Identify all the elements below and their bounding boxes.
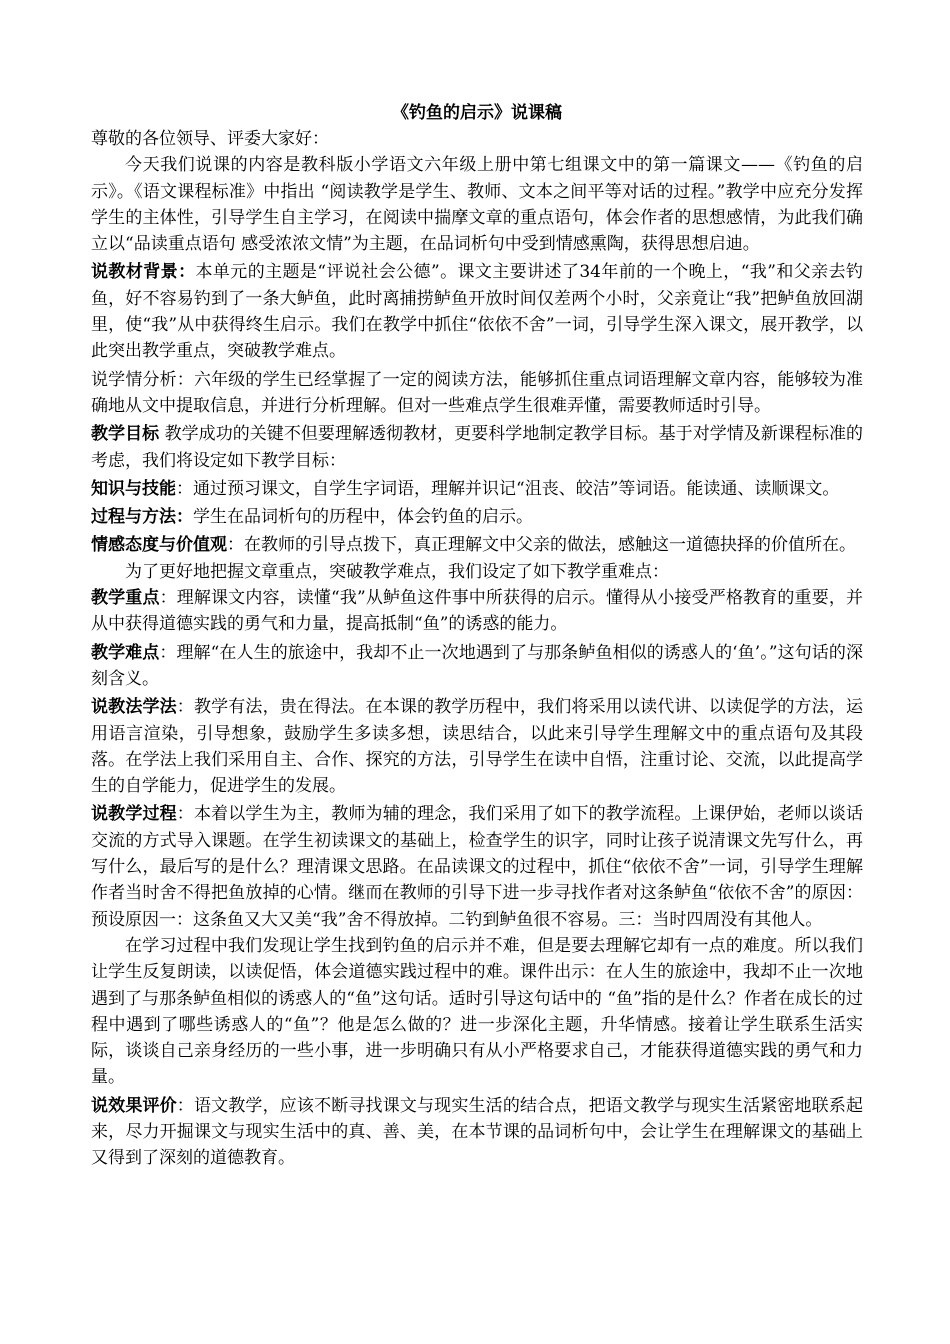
section-difficult-points <box>91 640 863 693</box>
section-text: ：理解课文内容，读懂“我”从鲈鱼这件事中所获得的启示。懂得从小接受严格教育的重要，并从中获得道德实践的勇气和力量，提高抵制“鱼”的诱惑的能力。 <box>91 588 863 635</box>
document-title: 《钓鱼的启示》说课稿 <box>392 103 562 123</box>
learning-paragraph: 在学习过程中我们发现让学生找到钓鱼的启示并不难，但是要去理解它却有一点的难度。所以我们让学生反复朗读，以读促悟，体会道德实践过程中的难。课件出示：在人生的旅途中，我却不止一次地遇到了与那条鲈鱼相似的诱惑人的“鱼”这句话。适时引导这句话中的 “鱼”指的是什么？作者在成长的过程中遇到了哪些诱惑人的“鱼”？他是怎么做的？进一步深化主题，升华情感。接着让学生联系生活实际，谈谈自己亲身经历的一些小事，进一步明确只有从小严格要求自己，才能获得道德实践的勇气和力量。 <box>91 935 863 1088</box>
section-teaching-process <box>91 801 863 932</box>
document-page <box>91 100 863 1172</box>
section-label: 说教材背景： <box>91 262 196 283</box>
section-text: 学生在品词析句的历程中，体会钓鱼的启示。 <box>193 507 533 528</box>
section-text: 说学情分析：六年级的学生已经掌握了一定的阅读方法，能够抓住重点词语理解文章内容，能够较为准确地从文中提取信息，并进行分析理解。但对一些难点学生很难弄懂，需要教师适时引导。 <box>91 369 863 416</box>
section-label: 教学重点 <box>91 588 160 609</box>
section-label: 教学目标 <box>91 424 160 445</box>
section-textbook-background <box>91 259 863 364</box>
section-text: ：通过预习课文，自学生字词语，理解并识记“沮丧、皎洁”等词语。能读通、读顺课文。 <box>176 478 840 499</box>
section-text: ：理解“在人生的旅途中，我却不止一次地遇到了与那条鲈鱼相似的诱惑人的‘鱼’。”这句话的深刻含义。 <box>91 642 863 689</box>
section-teaching-methods <box>91 694 863 799</box>
section-label: 说教法学法 <box>91 697 177 718</box>
section-text: ：语文教学，应该不断寻找课文与现实生活的结合点，把语文教学与现实生活紧密地联系起来，尽力开掘课文与现实生活中的真、善、美，在本节课的品词析句中，会让学生在理解课文的基础上又得到了深刻的道德教育。 <box>91 1095 863 1169</box>
section-text: ：在教师的引导点拨下，真正理解文中父亲的做法，感触这一道德抉择的价值所在。 <box>227 535 856 556</box>
section-label: 过程与方法： <box>91 507 193 528</box>
section-key-points <box>91 585 863 638</box>
intro-paragraph: 今天我们说课的内容是教科版小学语文六年级上册中第七组课文中的第一篇课文——《钓鱼的启示》。《语文课程标准》中指出 “阅读教学是学生、教师、文本之间平等对话的过程。”教学中应充分发挥学生的主体性，引导学生自主学习，在阅读中揣摩文章的重点语句，体会作者的思想感情，为此我们确立以“品读重点语句 感受浓浓文情”为主题，在品词析句中受到情感熏陶，获得思想启迪。 <box>91 155 863 255</box>
section-label: 知识与技能 <box>91 478 176 499</box>
section-text: ：本着以学生为主，教师为辅的理念，我们采用了如下的教学流程。上课伊始，老师以谈话交流的方式导入课题。在学生初读课文的基础上，检查学生的识字，同时让孩子说清课文先写什么，再写什么，最后写的是什么？理清课文思路。在品读课文的过程中，抓住“依依不舍”一词，引导学生理解作者当时舍不得把鱼放掉的心情。继而在教师的引导下进一步寻找作者对这条鲈鱼“依依不舍”的原因：预设原因一：这条鱼又大又美“我”舍不得放掉。二钓到鲈鱼很不容易。三：当时四周没有其他人。 <box>91 804 863 930</box>
section-text: 本单元的主题是“评说社会公德”。课文主要讲述了34年前的一个晚上，“我”和父亲去钓鱼，好不容易钓到了一条大鲈鱼，此时离捕捞鲈鱼开放时间仅差两个小时，父亲竟让“我”把鲈鱼放回湖里，使“我”从中获得终生启示。我们在教学中抓住“依依不舍”一词，引导学生深入课文，展开教学，以此突出教学重点，突破教学难点。 <box>91 262 863 362</box>
section-label: 说教学过程 <box>91 804 177 825</box>
section-text: ：教学有法，贵在得法。在本课的教学历程中，我们将采用以读代讲、以读促学的方法，运用语言渲染，引导想象，鼓励学生多读多想，读思结合，以此来引导学生理解文中的重点语句及其段落。在学法上我们采用自主、合作、探究的方法，引导学生在读中自悟，注重讨论、交流，以此提高学生的自学能力，促进学生的发展。 <box>91 697 863 797</box>
greeting: 尊敬的各位领导、评委大家好： <box>91 129 329 149</box>
section-effect-evaluation <box>91 1093 863 1172</box>
section-attitude-values <box>91 532 863 558</box>
section-student-analysis <box>91 367 863 420</box>
transition-paragraph: 为了更好地把握文章重点，突破教学难点，我们设定了如下教学重难点： <box>125 561 669 582</box>
section-knowledge-skills <box>91 476 863 502</box>
section-label: 说效果评价 <box>91 1095 177 1116</box>
section-text: 教学成功的关键不但要理解透彻教材，更要科学地制定教学目标。基于对学情及新课程标准的考虑，我们将设定如下教学目标： <box>91 424 864 471</box>
section-label: 情感态度与价值观 <box>91 535 227 556</box>
section-process-method <box>91 504 863 530</box>
section-teaching-goals <box>91 421 863 474</box>
section-label: 教学难点 <box>91 642 160 663</box>
